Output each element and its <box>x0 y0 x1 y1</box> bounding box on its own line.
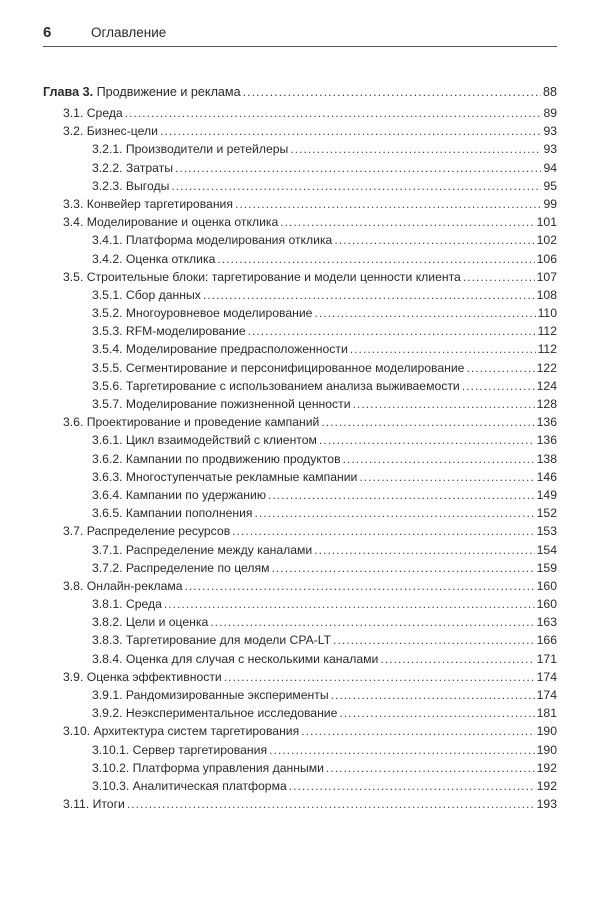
toc-entry[interactable] <box>43 159 557 177</box>
dot-leader <box>289 777 535 795</box>
page-number: 6 <box>43 24 52 41</box>
toc-entry[interactable] <box>43 450 557 468</box>
toc-entry[interactable] <box>43 104 557 122</box>
entry-title: Моделирование предрасположенности <box>125 342 348 357</box>
entry-page: 190 <box>536 742 557 757</box>
toc-entry[interactable] <box>43 759 557 777</box>
toc-entry[interactable] <box>43 595 557 613</box>
dot-leader <box>331 686 535 704</box>
entry-page: 112 <box>537 324 557 339</box>
entry-page: 108 <box>536 287 557 302</box>
dot-leader <box>185 577 535 595</box>
entry-title: Среда <box>125 597 162 612</box>
entry-title: Сервер таргетирования <box>132 742 268 757</box>
toc-chapter[interactable] <box>43 83 557 104</box>
entry-number: 3.8.4. <box>92 651 123 666</box>
entry-title: Оценка отклика <box>125 251 216 266</box>
entry-number: 3.5.3. <box>92 324 123 339</box>
entry-page: 146 <box>536 469 557 484</box>
entry-page: 106 <box>536 251 557 266</box>
chapter-title: Продвижение и реклама <box>96 85 241 99</box>
dot-leader <box>466 359 534 377</box>
dot-leader <box>272 559 535 577</box>
toc-entry[interactable] <box>43 486 557 504</box>
entry-number: 3.5.5. <box>92 360 123 375</box>
entry-title: Выгоды <box>125 178 170 193</box>
entry-number: 3.2.3. <box>92 178 123 193</box>
toc-entry[interactable] <box>43 140 557 158</box>
entry-number: 3.7. <box>63 524 84 539</box>
toc-entry[interactable] <box>43 322 557 340</box>
entry-title: Распределение ресурсов <box>86 524 231 539</box>
toc-entry[interactable] <box>43 504 557 522</box>
entry-title: Таргетирование для модели CPA-LT <box>125 633 332 648</box>
entry-title: Архитектура систем таргетирования <box>93 724 300 739</box>
entry-page: 95 <box>543 178 557 193</box>
entry-number: 3.9.2. <box>92 706 123 721</box>
toc-entry[interactable] <box>43 541 557 559</box>
entry-page: 138 <box>536 451 557 466</box>
entry-page: 192 <box>536 760 557 775</box>
entry-number: 3.7.1. <box>92 542 123 557</box>
dot-leader <box>248 322 536 340</box>
dot-leader <box>255 504 535 522</box>
dot-leader <box>280 213 534 231</box>
entry-number: 3.4.2. <box>92 251 123 266</box>
entry-title: Моделирование и оценка отклика <box>86 215 279 230</box>
entry-number: 3.2.1. <box>92 142 123 157</box>
toc-entry[interactable] <box>43 668 557 686</box>
entry-number: 3.5. <box>63 269 84 284</box>
toc-entry[interactable] <box>43 359 557 377</box>
running-header <box>43 22 557 47</box>
dot-leader <box>339 704 534 722</box>
entry-title: Онлайн-реклама <box>86 578 183 593</box>
entry-title: Сбор данных <box>125 287 201 302</box>
toc-entry[interactable] <box>43 704 557 722</box>
entry-number: 3.5.2. <box>92 306 123 321</box>
entry-number: 3.6. <box>63 415 84 430</box>
entry-title: Многоступенчатые рекламные кампании <box>125 469 358 484</box>
dot-leader <box>353 395 535 413</box>
entry-page: 128 <box>536 397 557 411</box>
entry-number: 3.5.7. <box>92 397 123 411</box>
entry-title: Строительные блоки: таргетирование и модели ценности клиента <box>86 269 461 284</box>
toc-entry[interactable] <box>43 722 557 740</box>
entry-title: Среда <box>86 106 123 120</box>
toc-entry[interactable] <box>43 395 557 413</box>
entry-title: Аналитическая платформа <box>132 778 287 793</box>
entry-number: 3.4.1. <box>92 233 123 248</box>
entry-number: 3.1. <box>63 106 84 120</box>
toc-entry[interactable] <box>43 650 557 668</box>
entry-page: 124 <box>536 378 557 393</box>
entry-number: 3.5.4. <box>92 342 123 357</box>
entry-title: Производители и ретейлеры <box>125 142 289 157</box>
entry-title: Многоуровневое моделирование <box>125 306 313 321</box>
entry-number: 3.3. <box>63 196 84 211</box>
entry-page: 193 <box>536 797 557 812</box>
chapter-page: 88 <box>542 85 557 99</box>
entry-title: Неэкспериментальное исследование <box>125 706 338 721</box>
entry-number: 3.8. <box>63 578 84 593</box>
dot-leader <box>314 304 535 322</box>
entry-page: 152 <box>536 506 557 521</box>
dot-leader <box>243 83 541 101</box>
entry-number: 3.2. <box>63 124 84 139</box>
toc-entry[interactable] <box>43 613 557 631</box>
entry-title: Распределение по целям <box>125 560 270 575</box>
entry-page: 112 <box>537 342 557 357</box>
toc-entry[interactable] <box>43 686 557 704</box>
entry-page: 174 <box>536 669 557 684</box>
entry-title: Моделирование пожизненной ценности <box>125 397 351 411</box>
toc-entry[interactable] <box>43 122 557 140</box>
entry-number: 3.11. <box>63 797 90 812</box>
entry-page: 149 <box>536 487 557 502</box>
entry-page: 99 <box>543 196 557 211</box>
toc-entry[interactable] <box>43 413 557 431</box>
toc-entry[interactable] <box>43 340 557 358</box>
toc-entry[interactable] <box>43 268 557 286</box>
entry-page: 171 <box>536 651 557 666</box>
entry-page: 166 <box>536 633 557 648</box>
entry-number: 3.9.1. <box>92 688 123 702</box>
dot-leader <box>359 468 534 486</box>
entry-title: Сегментирование и персонифицированное моделирование <box>125 360 465 375</box>
dot-leader <box>326 759 535 777</box>
toc-entry[interactable] <box>43 468 557 486</box>
dot-leader <box>380 650 534 668</box>
entry-title: Итоги <box>92 797 125 812</box>
entry-title: Цикл взаимодействий с клиентом <box>125 433 317 448</box>
entry-title: Распределение между каналами <box>125 542 313 557</box>
toc-entry[interactable] <box>43 177 557 195</box>
entry-page: 93 <box>543 124 557 139</box>
dot-leader <box>350 340 536 358</box>
entry-page: 122 <box>536 360 557 375</box>
entry-page: 89 <box>543 106 557 120</box>
entry-title: Кампании пополнения <box>125 506 253 521</box>
dot-leader <box>160 122 542 140</box>
dot-leader <box>235 195 541 213</box>
header-title: Оглавление <box>91 25 167 40</box>
entry-number: 3.10.2. <box>92 760 130 775</box>
entry-title: Таргетирование с использованием анализа выживаемости <box>125 378 460 393</box>
entry-title: Проектирование и проведение кампаний <box>86 415 320 430</box>
entry-title: Цели и оценка <box>125 615 209 630</box>
entry-page: 136 <box>536 433 557 448</box>
dot-leader <box>462 377 535 395</box>
entry-number: 3.4. <box>63 215 84 230</box>
toc-entry[interactable] <box>43 631 557 649</box>
entry-number: 3.8.1. <box>92 597 123 612</box>
toc-entries <box>43 104 557 813</box>
entry-page: 107 <box>536 269 557 284</box>
toc-entry[interactable] <box>43 250 557 268</box>
entry-number: 3.6.5. <box>92 506 123 521</box>
toc-entry[interactable] <box>43 213 557 231</box>
toc-entry[interactable] <box>43 286 557 304</box>
dot-leader <box>224 668 535 686</box>
entry-title: RFM-моделирование <box>125 324 246 339</box>
dot-leader <box>319 431 535 449</box>
toc-entry[interactable] <box>43 559 557 577</box>
dot-leader <box>334 231 534 249</box>
toc-entry[interactable] <box>43 377 557 395</box>
dot-leader <box>217 250 534 268</box>
dot-leader <box>125 104 542 122</box>
entry-page: 93 <box>543 142 557 157</box>
entry-page: 102 <box>536 233 557 248</box>
toc-entry[interactable] <box>43 522 557 540</box>
chapter-label: Глава 3. <box>43 85 94 99</box>
dot-leader <box>301 722 534 740</box>
dot-leader <box>333 631 535 649</box>
toc-entry[interactable] <box>43 795 557 813</box>
entry-number: 3.8.2. <box>92 615 123 630</box>
entry-page: 181 <box>536 706 557 721</box>
dot-leader <box>321 413 534 431</box>
entry-title: Платформа моделирования отклика <box>125 233 333 248</box>
entry-title: Оценка для случая с несколькими каналами <box>125 651 379 666</box>
toc-entry[interactable] <box>43 741 557 759</box>
entry-title: Конвейер таргетирования <box>86 196 233 211</box>
entry-number: 3.6.1. <box>92 433 123 448</box>
dot-leader <box>171 177 541 195</box>
toc-entry[interactable] <box>43 231 557 249</box>
dot-leader <box>268 486 535 504</box>
dot-leader <box>164 595 535 613</box>
entry-number: 3.10. <box>63 724 91 739</box>
dot-leader <box>210 613 534 631</box>
entry-title: Кампании по удержанию <box>125 487 266 502</box>
entry-number: 3.8.3. <box>92 633 123 648</box>
entry-page: 101 <box>536 215 557 230</box>
entry-page: 153 <box>536 524 557 539</box>
dot-leader <box>127 795 535 813</box>
dot-leader <box>203 286 535 304</box>
entry-number: 3.6.2. <box>92 451 123 466</box>
entry-page: 192 <box>536 778 557 793</box>
entry-page: 160 <box>536 597 557 612</box>
entry-title: Оценка эффективности <box>86 669 222 684</box>
toc-entry[interactable] <box>43 304 557 322</box>
entry-page: 154 <box>536 542 557 557</box>
dot-leader <box>269 741 535 759</box>
entry-page: 159 <box>536 560 557 575</box>
entry-page: 94 <box>543 160 557 175</box>
entry-number: 3.5.1. <box>92 287 123 302</box>
entry-number: 3.10.1. <box>92 742 130 757</box>
dot-leader <box>232 522 534 540</box>
entry-page: 110 <box>537 306 557 321</box>
dot-leader <box>463 268 535 286</box>
toc-entry[interactable] <box>43 195 557 213</box>
entry-number: 3.2.2. <box>92 160 123 175</box>
entry-title: Рандомизированные эксперименты <box>125 688 329 702</box>
entry-title: Бизнес-цели <box>86 124 158 139</box>
entry-title: Платформа управления данными <box>132 760 324 775</box>
toc-entry[interactable] <box>43 577 557 595</box>
dot-leader <box>290 140 541 158</box>
toc-entry[interactable] <box>43 431 557 449</box>
toc-entry[interactable] <box>43 777 557 795</box>
entry-page: 174 <box>536 688 557 702</box>
entry-title: Затраты <box>125 160 173 175</box>
table-of-contents <box>43 83 557 813</box>
dot-leader <box>175 159 541 177</box>
entry-number: 3.10.3. <box>92 778 130 793</box>
entry-number: 3.5.6. <box>92 378 123 393</box>
entry-number: 3.7.2. <box>92 560 123 575</box>
entry-number: 3.6.3. <box>92 469 123 484</box>
entry-page: 163 <box>536 615 557 630</box>
dot-leader <box>314 541 534 559</box>
entry-page: 136 <box>536 415 557 430</box>
entry-title: Кампании по продвижению продуктов <box>125 451 341 466</box>
entry-number: 3.9. <box>63 669 84 684</box>
entry-page: 160 <box>536 578 557 593</box>
entry-number: 3.6.4. <box>92 487 123 502</box>
entry-page: 190 <box>536 724 557 739</box>
dot-leader <box>343 450 535 468</box>
